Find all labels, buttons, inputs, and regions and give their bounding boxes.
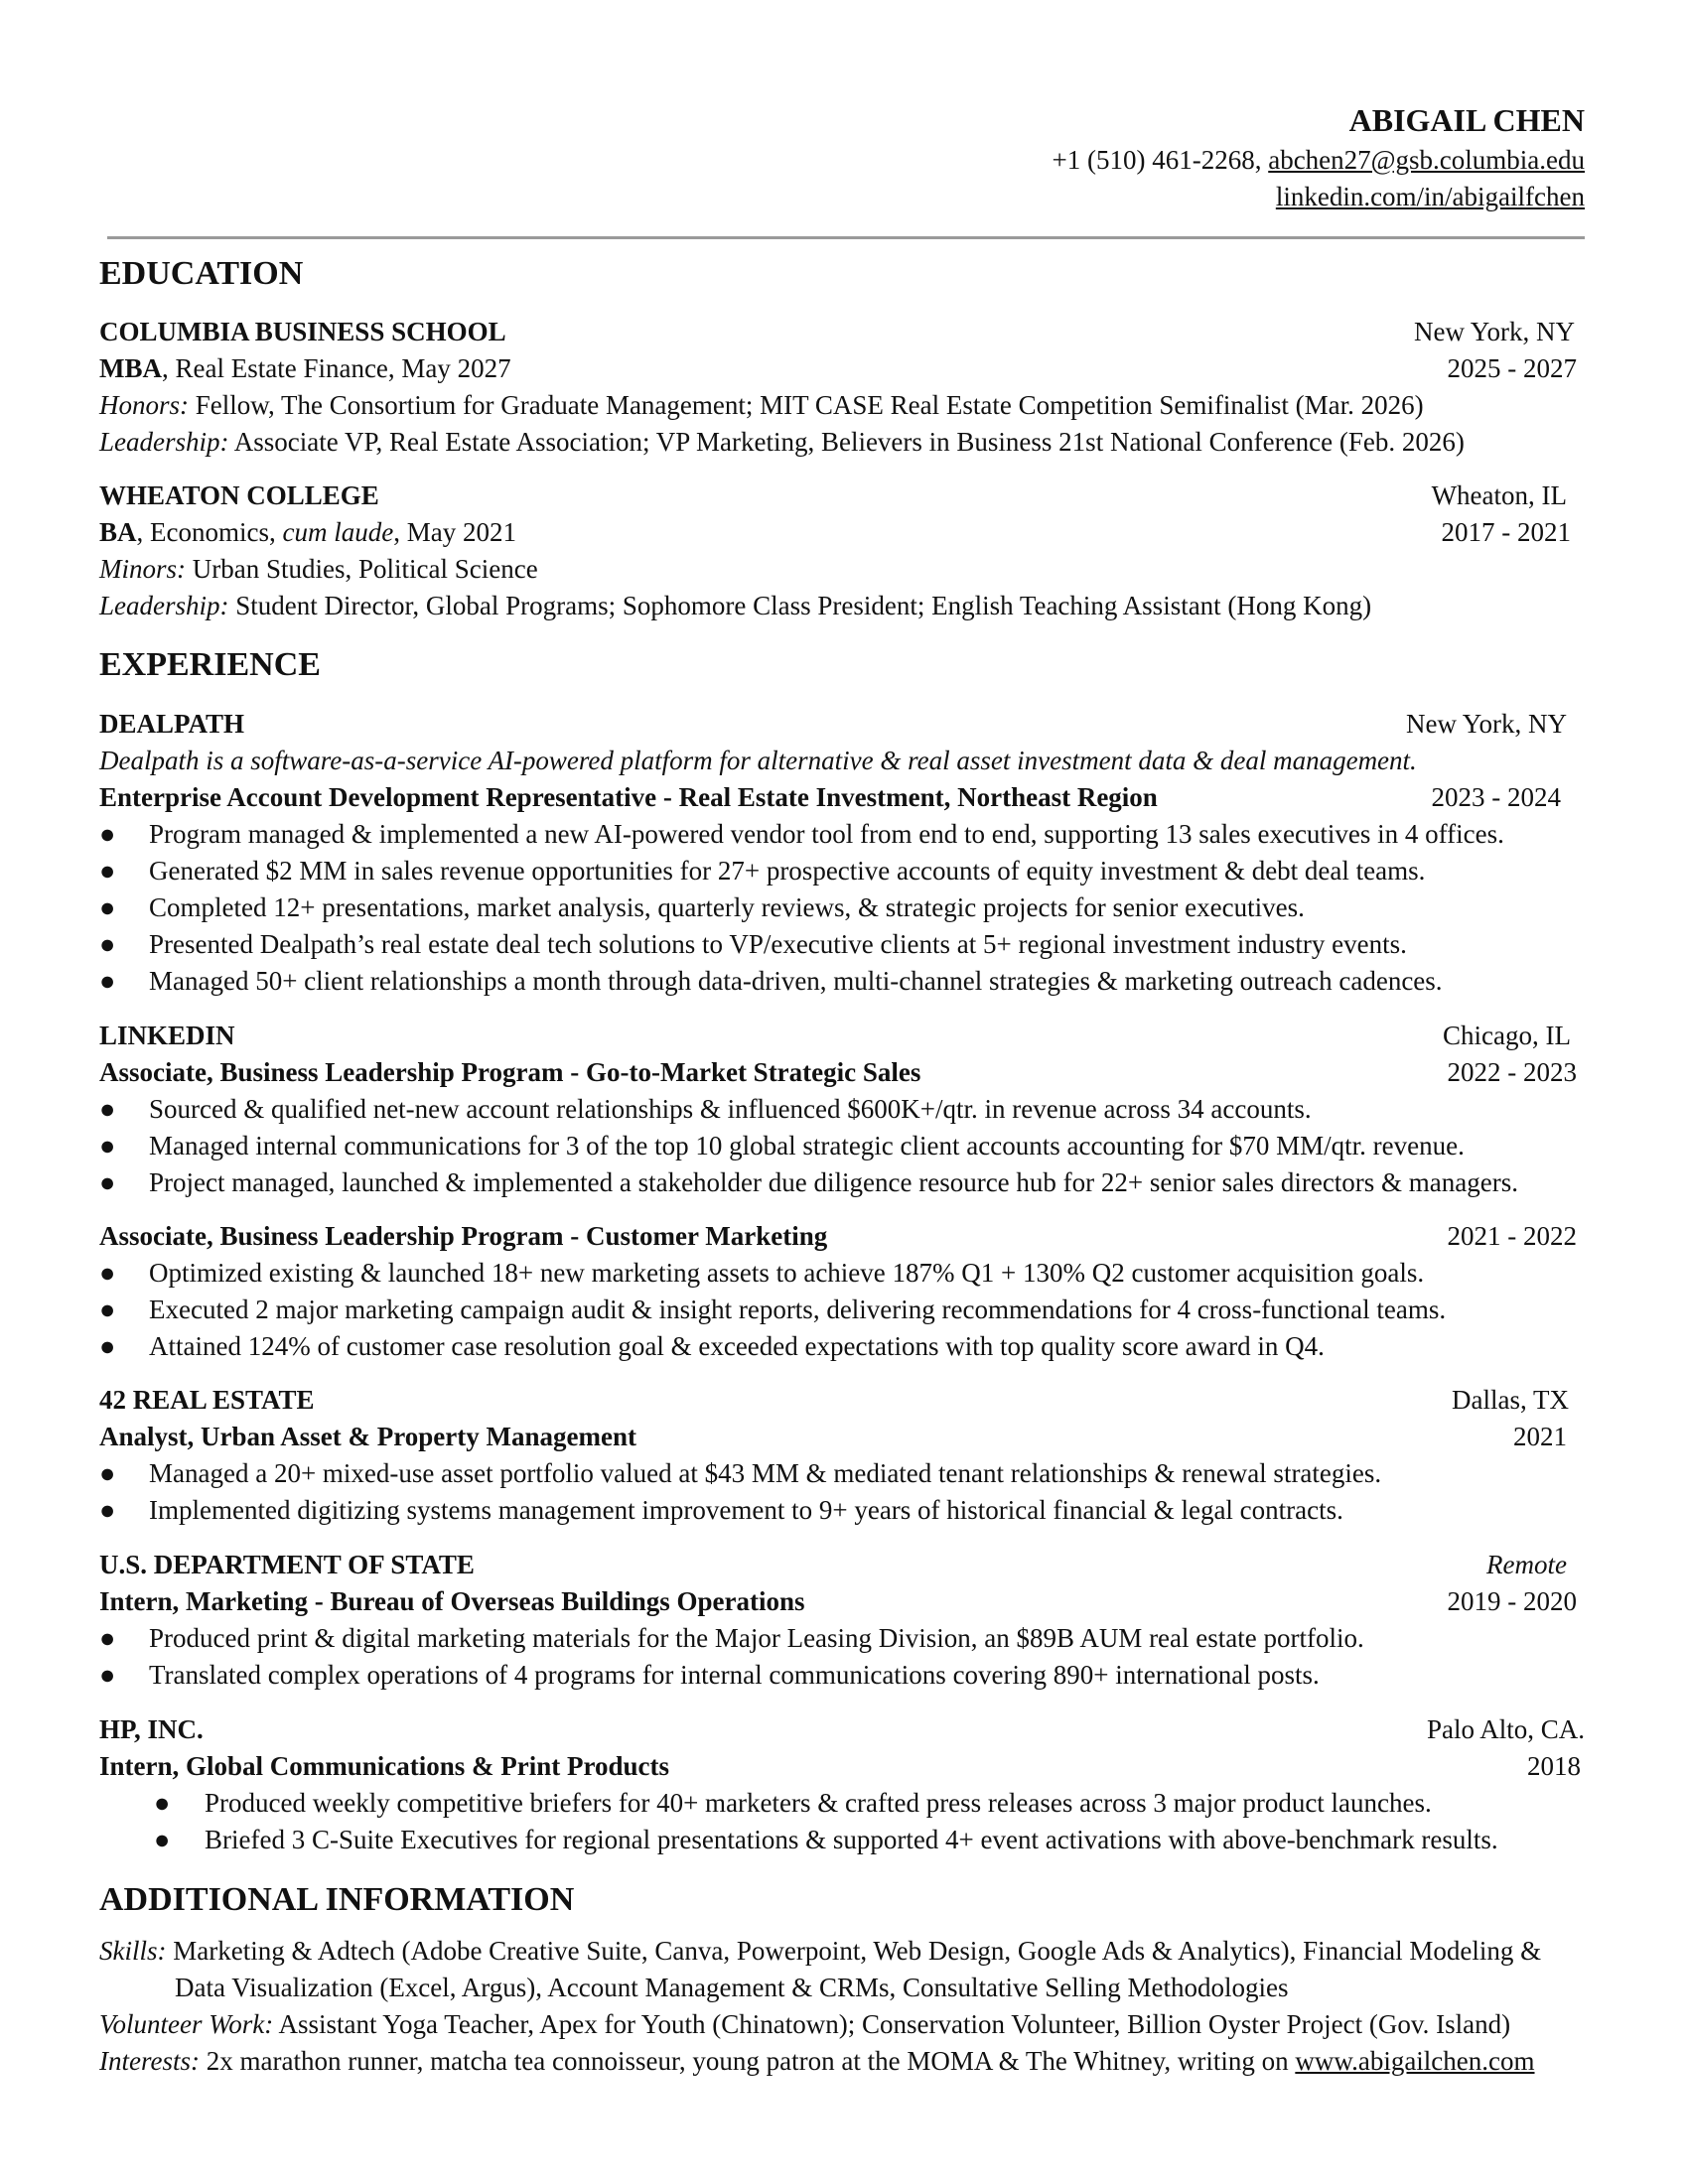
- bullet-text: Optimized existing & launched 18+ new marketing assets to achieve 187% Q1 + 130% Q2 customer acquisition goals.: [149, 1258, 1425, 1288]
- bullet-icon: ●: [99, 1094, 116, 1124]
- bullet-text: Executed 2 major marketing campaign audit & insight reports, delivering recommendations for 4 cross-functional teams.: [149, 1295, 1447, 1324]
- state-dept-location: Remote: [1486, 1550, 1567, 1579]
- volunteer-text: Assistant Yoga Teacher, Apex for Youth (Chinatown); Conservation Volunteer, Billion Oyster Project (Gov. Island): [273, 2009, 1511, 2039]
- bullet-text: Managed 50+ client relationships a month through data-driven, multi-channel strategies & marketing outreach cadences.: [149, 966, 1443, 996]
- columbia-school: COLUMBIA BUSINESS SCHOOL: [99, 317, 506, 346]
- interests-label: Interests:: [99, 2046, 200, 2076]
- bullet-text: Sourced & qualified net-new account relationships & influenced $600K+/qtr. in revenue across 34 accounts.: [149, 1094, 1312, 1124]
- skills-line: [99, 1933, 1585, 1969]
- list-item: [99, 1164, 1585, 1200]
- columbia-degree: MBA: [99, 353, 162, 383]
- state-dept-company: U.S. DEPARTMENT OF STATE: [99, 1550, 475, 1579]
- interests-line: [99, 2043, 1585, 2079]
- wheaton-latin-honor: cum laude: [282, 517, 394, 547]
- dealpath-description-text: Dealpath is a software-as-a-service AI-powered platform for alternative & real asset investment data & deal management.: [99, 746, 1417, 775]
- bullet-icon: ●: [99, 1458, 116, 1488]
- honors-label: Honors:: [99, 390, 190, 420]
- interests-text: 2x marathon runner, matcha tea connoisseur, young patron at the MOMA & The Whitney, writing on: [199, 2046, 1296, 2076]
- list-item: [99, 963, 1585, 999]
- education-heading: EDUCATION: [99, 255, 304, 292]
- bullet-icon: ●: [99, 1660, 116, 1690]
- volunteer-line: [99, 2006, 1585, 2042]
- skills-label: Skills:: [99, 1936, 167, 1966]
- phone-number: +1 (510) 461-2268,: [1052, 145, 1262, 175]
- bullet-text: Managed a 20+ mixed-use asset portfolio valued at $43 MM & mediated tenant relationships & renewal strategies.: [149, 1458, 1382, 1488]
- columbia-leadership: [99, 424, 1585, 460]
- skills-line-continued: [175, 1970, 1585, 2005]
- bullet-icon: ●: [99, 929, 116, 959]
- dealpath-role: Enterprise Account Development Representative - Real Estate Investment, Northeast Region: [99, 782, 1158, 812]
- bullet-icon: ●: [99, 1258, 116, 1288]
- bullet-icon: ●: [99, 892, 116, 922]
- bullet-icon: ●: [99, 966, 116, 996]
- linkedin-header: [99, 1018, 1585, 1053]
- columbia-degree-detail: , Real Estate Finance, May 2027: [162, 353, 511, 383]
- linkedin-link[interactable]: linkedin.com/in/abigailfchen: [1275, 182, 1585, 211]
- bullet-text: Implemented digitizing systems management improvement to 9+ years of historical financial & legal contracts.: [149, 1495, 1343, 1525]
- leadership-label: Leadership:: [99, 591, 229, 620]
- bullet-text: Produced print & digital marketing materials for the Major Leasing Division, an $89B AUM real estate portfolio.: [149, 1623, 1364, 1653]
- bullet-icon: ●: [99, 1495, 116, 1525]
- bullet-text: Managed internal communications for 3 of the top 10 global strategic client accounts accounting for $70 MM/qtr. revenue.: [149, 1131, 1465, 1160]
- dealpath-role-line: [99, 779, 1585, 815]
- dealpath-description: [99, 743, 1585, 778]
- skills-text: Marketing & Adtech (Adobe Creative Suite, Canva, Powerpoint, Web Design, Google Ads & Analytics), Financial Modeling &: [166, 1936, 1542, 1966]
- website-link[interactable]: www.abigailchen.com: [1295, 2046, 1535, 2076]
- list-item: [99, 1657, 1585, 1693]
- leadership-text: Associate VP, Real Estate Association; VP Marketing, Believers in Business 21st National Conference (Feb. 2026): [228, 427, 1465, 457]
- bullet-icon: ●: [99, 856, 116, 886]
- list-item: [99, 1292, 1585, 1327]
- linkedin-company: LINKEDIN: [99, 1021, 235, 1050]
- bullet-icon: ●: [99, 1131, 116, 1160]
- bullet-icon: ●: [99, 1167, 116, 1197]
- wheaton-degree-line: [99, 514, 1585, 550]
- wheaton-degree: BA: [99, 517, 137, 547]
- skills-text-continued: Data Visualization (Excel, Argus), Account Management & CRMs, Consultative Selling Methodologies: [175, 1973, 1289, 2002]
- linkedin-role2-line: [99, 1218, 1585, 1254]
- leadership-label: Leadership:: [99, 427, 229, 457]
- list-item: [99, 1822, 1585, 1857]
- header-divider: [107, 236, 1585, 239]
- minors-text: Urban Studies, Political Science: [186, 554, 538, 584]
- linkedin-dates2: 2021 - 2022: [1447, 1221, 1577, 1251]
- hp-role: Intern, Global Communications & Print Products: [99, 1751, 670, 1781]
- list-item: [99, 1785, 1585, 1821]
- list-item: [99, 926, 1585, 962]
- list-item: [99, 1328, 1585, 1364]
- linkedin-role2: Associate, Business Leadership Program - Customer Marketing: [99, 1221, 828, 1251]
- real-estate-42-company: 42 REAL ESTATE: [99, 1385, 315, 1415]
- bullet-text: Project managed, launched & implemented a stakeholder due diligence resource hub for 22+ senior sales directors & managers.: [149, 1167, 1519, 1197]
- real-estate-42-role-line: [99, 1419, 1585, 1454]
- experience-heading: EXPERIENCE: [99, 646, 321, 683]
- dealpath-dates: 2023 - 2024: [1431, 782, 1561, 812]
- list-item: [99, 889, 1585, 925]
- wheaton-degree-date: , May 2021: [393, 517, 516, 547]
- columbia-dates: 2025 - 2027: [1447, 353, 1577, 383]
- additional-info-heading: ADDITIONAL INFORMATION: [99, 1881, 575, 1918]
- bullet-text: Completed 12+ presentations, market analysis, quarterly reviews, & strategic projects for senior executives.: [149, 892, 1305, 922]
- hp-company: HP, INC.: [99, 1714, 204, 1744]
- bullet-text: Briefed 3 C-Suite Executives for regional presentations & supported 4+ event activations with above-benchmark results.: [205, 1825, 1498, 1854]
- state-dept-role-line: [99, 1583, 1585, 1619]
- wheaton-leadership: [99, 588, 1585, 623]
- hp-header: [99, 1711, 1585, 1747]
- linkedin-location: Chicago, IL: [1443, 1021, 1571, 1050]
- state-dept-role: Intern, Marketing - Bureau of Overseas Buildings Operations: [99, 1586, 805, 1616]
- honors-text: Fellow, The Consortium for Graduate Management; MIT CASE Real Estate Competition Semifinalist (Mar. 2026): [189, 390, 1424, 420]
- list-item: [99, 853, 1585, 888]
- contact-line: [1053, 142, 1585, 178]
- list-item: [99, 816, 1585, 852]
- bullet-icon: ●: [154, 1825, 171, 1854]
- volunteer-label: Volunteer Work:: [99, 2009, 274, 2039]
- dealpath-company: DEALPATH: [99, 709, 245, 739]
- real-estate-42-location: Dallas, TX: [1452, 1385, 1569, 1415]
- bullet-text: Presented Dealpath’s real estate deal tech solutions to VP/executive clients at 5+ regional investment industry events.: [149, 929, 1407, 959]
- bullet-icon: ●: [99, 1623, 116, 1653]
- columbia-degree-line: [99, 350, 1585, 386]
- linkedin-role1-line: [99, 1054, 1585, 1090]
- wheaton-dates: 2017 - 2021: [1441, 517, 1571, 547]
- email-link[interactable]: abchen27@gsb.columbia.edu: [1268, 145, 1585, 175]
- linkedin-role1: Associate, Business Leadership Program - Go-to-Market Strategic Sales: [99, 1057, 921, 1087]
- dealpath-location: New York, NY: [1405, 709, 1567, 739]
- real-estate-42-header: [99, 1382, 1585, 1418]
- list-item: [99, 1620, 1585, 1656]
- dealpath-header: [99, 706, 1585, 742]
- bullet-text: Attained 124% of customer case resolution goal & exceeded expectations with top quality score award in Q4.: [149, 1331, 1325, 1361]
- hp-role-line: [99, 1748, 1585, 1784]
- list-item: [99, 1128, 1585, 1163]
- wheaton-degree-detail: , Economics,: [136, 517, 283, 547]
- columbia-header: [99, 314, 1585, 349]
- leadership-text: Student Director, Global Programs; Sophomore Class President; English Teaching Assistant (Hong Kong): [228, 591, 1372, 620]
- bullet-text: Translated complex operations of 4 programs for internal communications covering 890+ international posts.: [149, 1660, 1320, 1690]
- minors-label: Minors:: [99, 554, 186, 584]
- list-item: [99, 1091, 1585, 1127]
- real-estate-42-role: Analyst, Urban Asset & Property Management: [99, 1422, 636, 1451]
- bullet-icon: ●: [99, 1295, 116, 1324]
- real-estate-42-dates: 2021: [1513, 1422, 1567, 1451]
- wheaton-location: Wheaton, IL: [1431, 480, 1567, 510]
- state-dept-dates: 2019 - 2020: [1447, 1586, 1577, 1616]
- wheaton-minors: [99, 551, 1585, 587]
- candidate-name: ABIGAIL CHEN: [1348, 102, 1585, 138]
- bullet-text: Program managed & implemented a new AI-powered vendor tool from end to end, supporting 13 sales executives in 4 offices.: [149, 819, 1504, 849]
- columbia-honors: [99, 387, 1585, 423]
- wheaton-school: WHEATON COLLEGE: [99, 480, 379, 510]
- list-item: [99, 1455, 1585, 1491]
- linkedin-dates1: 2022 - 2023: [1447, 1057, 1577, 1087]
- bullet-text: Generated $2 MM in sales revenue opportunities for 27+ prospective accounts of equity investment & debt deal teams.: [149, 856, 1426, 886]
- bullet-text: Produced weekly competitive briefers for 40+ marketers & crafted press releases across 3 major product launches.: [205, 1788, 1432, 1818]
- state-dept-header: [99, 1547, 1585, 1582]
- list-item: [99, 1492, 1585, 1528]
- bullet-icon: ●: [99, 819, 116, 849]
- bullet-icon: ●: [154, 1788, 171, 1818]
- list-item: [99, 1255, 1585, 1291]
- bullet-icon: ●: [99, 1331, 116, 1361]
- columbia-location: New York, NY: [1413, 317, 1575, 346]
- hp-location: Palo Alto, CA.: [1426, 1714, 1585, 1744]
- hp-dates: 2018: [1527, 1751, 1581, 1781]
- wheaton-header: [99, 478, 1585, 513]
